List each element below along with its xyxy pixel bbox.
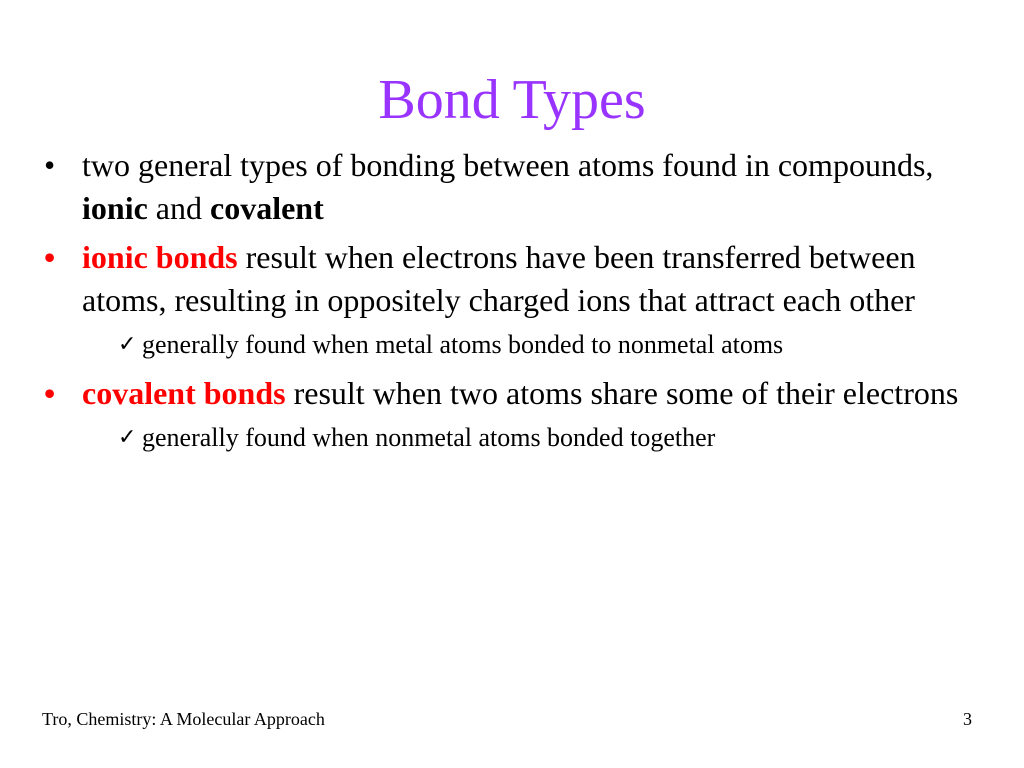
- bullet-text: result when two atoms share some of their electrons: [285, 375, 959, 411]
- term-covalent-bonds: covalent bonds: [82, 375, 286, 411]
- bullet-item-covalent-bonds: [42, 372, 992, 415]
- sub-bullet-text: generally found when nonmetal atoms bonded together: [142, 423, 716, 452]
- bullet-icon: •: [44, 375, 56, 411]
- bullet-icon: •: [44, 147, 56, 183]
- sub-bullet-covalent: [96, 421, 992, 455]
- bullet-item-bond-types: [42, 144, 992, 230]
- term-ionic: ionic: [82, 190, 148, 226]
- term-covalent: covalent: [209, 190, 324, 226]
- sub-bullet-ionic: [96, 328, 992, 362]
- bullet-icon: •: [44, 239, 56, 275]
- bullet-text: two general types of bonding between atoms found in compounds,: [82, 147, 934, 183]
- footer-source: Tro, Chemistry: A Molecular Approach: [42, 709, 325, 729]
- checkmark-icon: ✓: [118, 425, 137, 450]
- bullet-item-ionic-bonds: [42, 236, 992, 322]
- bullet-list: [42, 144, 992, 465]
- sub-bullet-text: generally found when metal atoms bonded to nonmetal atoms: [142, 330, 784, 359]
- bullet-text: result when electrons have been transferred between atoms, resulting in oppositely charged ions that attract each other: [82, 239, 916, 318]
- term-ionic-bonds: ionic bonds: [82, 239, 238, 275]
- bullet-text-and: and: [147, 190, 210, 226]
- slide-title: Bond Types: [378, 69, 646, 131]
- checkmark-icon: ✓: [118, 332, 137, 357]
- page-number: 3: [963, 709, 972, 729]
